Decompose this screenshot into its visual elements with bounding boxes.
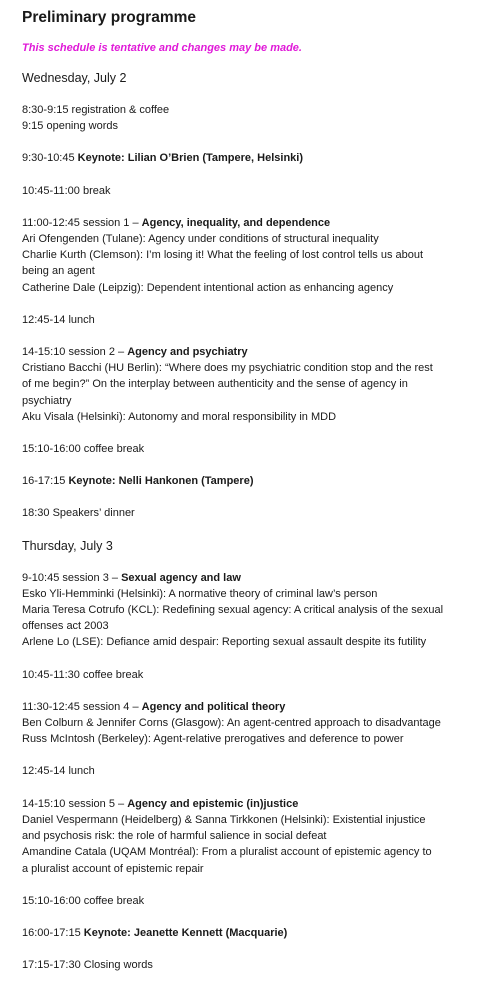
session-title: Sexual agency and law <box>121 571 241 584</box>
time-label: 14-15:10 session 5 – <box>22 797 128 810</box>
schedule-block-dinner <box>22 505 476 521</box>
schedule-item: 12:45-14 lunch <box>22 765 95 778</box>
schedule-item: 12:45-14 lunch <box>22 313 95 326</box>
session-header <box>22 570 476 586</box>
time-label: 11:30-12:45 session 4 – <box>22 700 142 713</box>
talk-line: Daniel Vespermann (Heidelberg) & Sanna Tirkkonen (Helsinki): Existential injustice <box>22 813 426 826</box>
time-label: 16-17:15 <box>22 475 69 488</box>
schedule-block-break <box>22 183 476 199</box>
talk-line: psychiatry <box>22 394 72 407</box>
talk-line: Russ McIntosh (Berkeley): Agent-relative prerogatives and deference to power <box>22 733 404 746</box>
schedule-block-session-5 <box>22 796 476 877</box>
session-header <box>22 344 476 360</box>
talk-line: Cristiano Bacchi (HU Berlin): “Where does my psychiatric condition stop and the rest <box>22 362 433 375</box>
talk-line: Ben Colburn & Jennifer Corns (Glasgow): An agent-centred approach to disadvantage <box>22 717 441 730</box>
schedule-block-coffee <box>22 441 476 457</box>
talk-line: being an agent <box>22 265 95 278</box>
talk-line: Arlene Lo (LSE): Defiance amid despair: Reporting sexual assault despite its futility <box>22 636 427 649</box>
schedule-item: 10:45-11:30 coffee break <box>22 668 144 681</box>
schedule-block-coffee <box>22 667 476 683</box>
session-header <box>22 699 476 715</box>
schedule-item: 8:30-9:15 registration & coffee <box>22 104 170 116</box>
schedule-block-session-2 <box>22 344 476 425</box>
session-title: Agency and epistemic (in)justice <box>127 797 299 810</box>
session-title: Agency and political theory <box>141 700 286 713</box>
schedule-item: 17:15-17:30 Closing words <box>22 959 153 972</box>
schedule-block-keynote-1 <box>22 150 476 166</box>
schedule-block-coffee <box>22 893 476 909</box>
time-label: 16:00-17:15 <box>22 926 84 939</box>
schedule-block-keynote-3 <box>22 925 476 941</box>
schedule-item: 15:10-16:00 coffee break <box>22 443 145 456</box>
time-label: 14-15:10 session 2 – <box>22 346 128 359</box>
time-label: 9:30-10:45 <box>22 152 78 165</box>
talk-line: Esko Yli-Hemminki (Helsinki): A normative theory of criminal law’s person <box>22 587 378 600</box>
talk-line: Amandine Catala (UQAM Montréal): From a pluralist account of epistemic agency to <box>22 846 432 859</box>
talk-line: Ari Ofengenden (Tulane): Agency under conditions of structural inequality <box>22 233 379 246</box>
schedule-item: 15:10-16:00 coffee break <box>22 894 145 907</box>
tentative-notice: This schedule is tentative and changes may be made. <box>22 42 302 54</box>
day-heading-wednesday: Wednesday, July 2 <box>22 71 127 85</box>
time-label: 9-10:45 session 3 – <box>22 571 122 584</box>
session-header <box>22 215 476 231</box>
schedule-item <box>22 150 476 166</box>
talk-line: Aku Visala (Helsinki): Autonomy and moral responsibility in MDD <box>22 410 337 423</box>
schedule-block-keynote-2 <box>22 473 476 489</box>
schedule-item <box>22 473 476 489</box>
session-title: Agency and psychiatry <box>127 346 248 359</box>
schedule-block-session-4 <box>22 699 476 748</box>
schedule-item: 18:30 Speakers’ dinner <box>22 507 135 520</box>
time-label: 11:00-12:45 session 1 – <box>22 216 142 229</box>
schedule-block-lunch <box>22 312 476 328</box>
keynote-title: Keynote: Lilian O’Brien (Tampere, Helsinki) <box>77 152 304 165</box>
schedule-item <box>22 925 476 941</box>
schedule-block-closing <box>22 957 476 973</box>
keynote-title: Keynote: Jeanette Kennett (Macquarie) <box>83 926 288 939</box>
schedule-block-lunch <box>22 763 476 779</box>
schedule-block-registration <box>22 102 476 134</box>
page-title: Preliminary programme <box>22 9 197 26</box>
talk-line: Catherine Dale (Leipzig): Dependent intentional action as enhancing agency <box>22 281 394 294</box>
keynote-title: Keynote: Nelli Hankonen (Tampere) <box>68 475 254 488</box>
talk-line: Charlie Kurth (Clemson): I’m losing it! What the feeling of lost control tells us about <box>22 249 424 262</box>
schedule-block-session-3 <box>22 570 476 651</box>
schedule-item: 9:15 opening words <box>22 120 119 133</box>
talk-line: of me begin?” On the interplay between authenticity and the sense of agency in <box>22 378 408 391</box>
talk-line: a pluralist account of epistemic repair <box>22 862 204 875</box>
schedule-item: 10:45-11:00 break <box>22 184 111 197</box>
talk-line: and psychosis risk: the role of harmful salience in social defeat <box>22 830 327 843</box>
day-heading-thursday: Thursday, July 3 <box>22 538 113 553</box>
session-title: Agency, inequality, and dependence <box>141 216 331 229</box>
session-header <box>22 796 476 812</box>
talk-line: offenses act 2003 <box>22 620 109 633</box>
schedule-block-session-1 <box>22 215 476 296</box>
talk-line: Maria Teresa Cotrufo (KCL): Redefining sexual agency: A critical analysis of the sexual <box>22 604 444 617</box>
